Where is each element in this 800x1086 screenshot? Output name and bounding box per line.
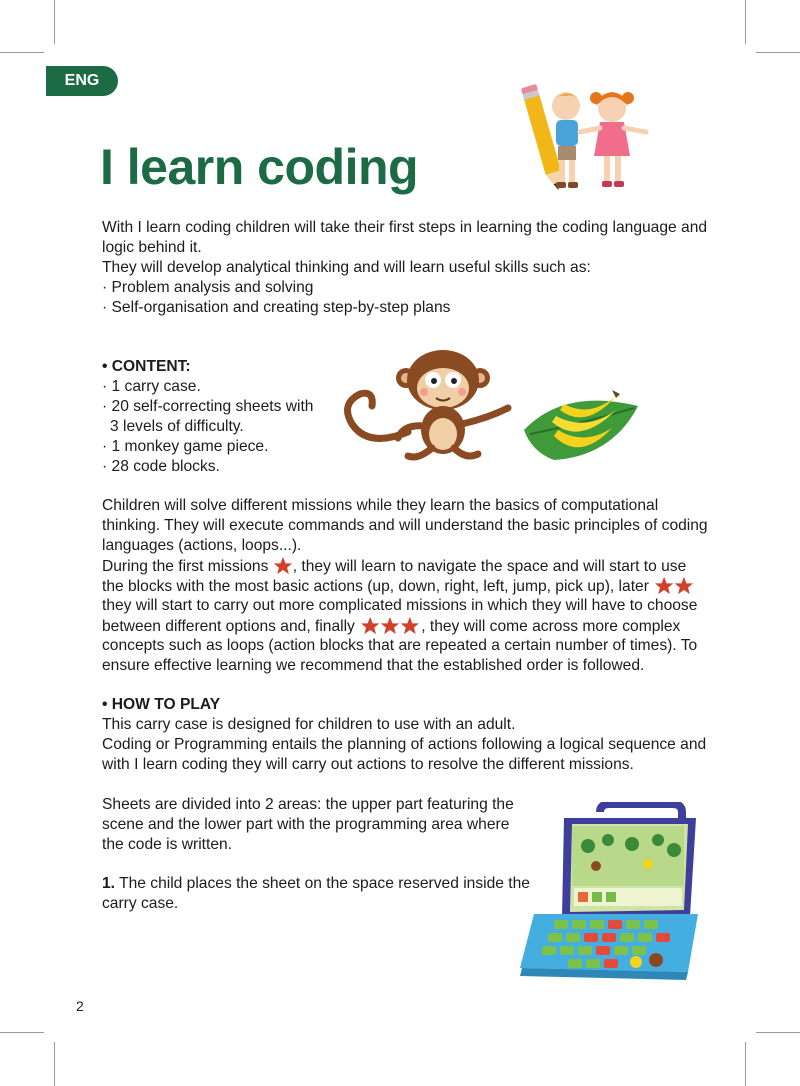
- intro-line: They will develop analytical thinking and will learn useful skills such as:: [102, 259, 591, 276]
- missions-text: the blocks with the most basic actions (up, down, right, left, jump, pick up), later: [102, 578, 649, 595]
- crop-mark: [745, 1042, 746, 1086]
- banana-illustration: [520, 384, 644, 464]
- star-icon: [273, 556, 293, 575]
- missions-line: they will start to carry out more complicated missions in which they will have to choose: [102, 597, 698, 614]
- content-item: · 1 carry case.: [102, 378, 201, 395]
- how-to-play-heading: • HOW TO PLAY: [102, 696, 221, 713]
- crop-mark: [0, 52, 44, 53]
- crop-mark: [0, 1032, 44, 1033]
- missions-line: Children will solve different missions while they learn the basics of computational: [102, 497, 659, 514]
- sheets-line: Sheets are divided into 2 areas: the upper part featuring the: [102, 796, 514, 813]
- monkey-illustration: [338, 348, 528, 466]
- missions-text: , they will learn to navigate the space and will start to use: [292, 558, 687, 575]
- missions-line: [102, 556, 686, 577]
- intro-line: logic behind it.: [102, 239, 202, 256]
- sheets-line: the code is written.: [102, 836, 233, 853]
- language-tab: ENG: [46, 66, 118, 96]
- step-number: 1.: [102, 875, 116, 892]
- three-stars-icon: [359, 616, 421, 635]
- crop-mark: [756, 52, 800, 53]
- content-item: · 28 code blocks.: [102, 458, 220, 475]
- content-item: · 20 self-correcting sheets with: [102, 398, 314, 415]
- how-to-play-line: Coding or Programming entails the planning of actions following a logical sequence and: [102, 736, 707, 753]
- missions-line: ensure effective learning we recommend that the established order is followed.: [102, 657, 645, 674]
- page-number: 2: [76, 998, 84, 1014]
- content-item: · 1 monkey game piece.: [102, 438, 269, 455]
- two-stars-icon: [653, 576, 695, 595]
- crop-mark: [745, 0, 746, 44]
- missions-line: languages (actions, loops...).: [102, 537, 302, 554]
- step-1-line: [102, 874, 530, 894]
- content-heading: • CONTENT:: [102, 358, 191, 375]
- crop-mark: [756, 1032, 800, 1033]
- content-item: 3 levels of difficulty.: [110, 418, 244, 435]
- missions-text: , they will come across more complex: [421, 618, 681, 635]
- crop-mark: [54, 0, 55, 44]
- how-to-play-line: This carry case is designed for children to use with an adult.: [102, 716, 516, 733]
- intro-line: · Self-organisation and creating step-by-step plans: [102, 299, 451, 316]
- kids-pencil-illustration: [514, 84, 654, 196]
- how-to-play-line: with I learn coding they will carry out actions to resolve the different missions.: [102, 756, 634, 773]
- intro-line: · Problem analysis and solving: [102, 279, 314, 296]
- missions-text: between different options and, finally: [102, 618, 355, 635]
- sheets-line: scene and the lower part with the programming area where: [102, 816, 510, 833]
- missions-text: During the first missions: [102, 558, 269, 575]
- carry-case-illustration: [508, 802, 704, 986]
- page-title: I learn coding: [100, 139, 419, 195]
- missions-line: [102, 576, 695, 597]
- crop-mark: [54, 1042, 55, 1086]
- missions-line: [102, 616, 680, 637]
- missions-line: thinking. They will execute commands and will understand the basic principles of coding: [102, 517, 708, 534]
- missions-line: concepts such as loops (action blocks that are repeated a certain number of times). To: [102, 637, 698, 654]
- intro-line: With I learn coding children will take their first steps in learning the coding language and: [102, 219, 708, 236]
- step-1-line: carry case.: [102, 895, 179, 912]
- step-text: The child places the sheet on the space reserved inside the: [115, 875, 530, 892]
